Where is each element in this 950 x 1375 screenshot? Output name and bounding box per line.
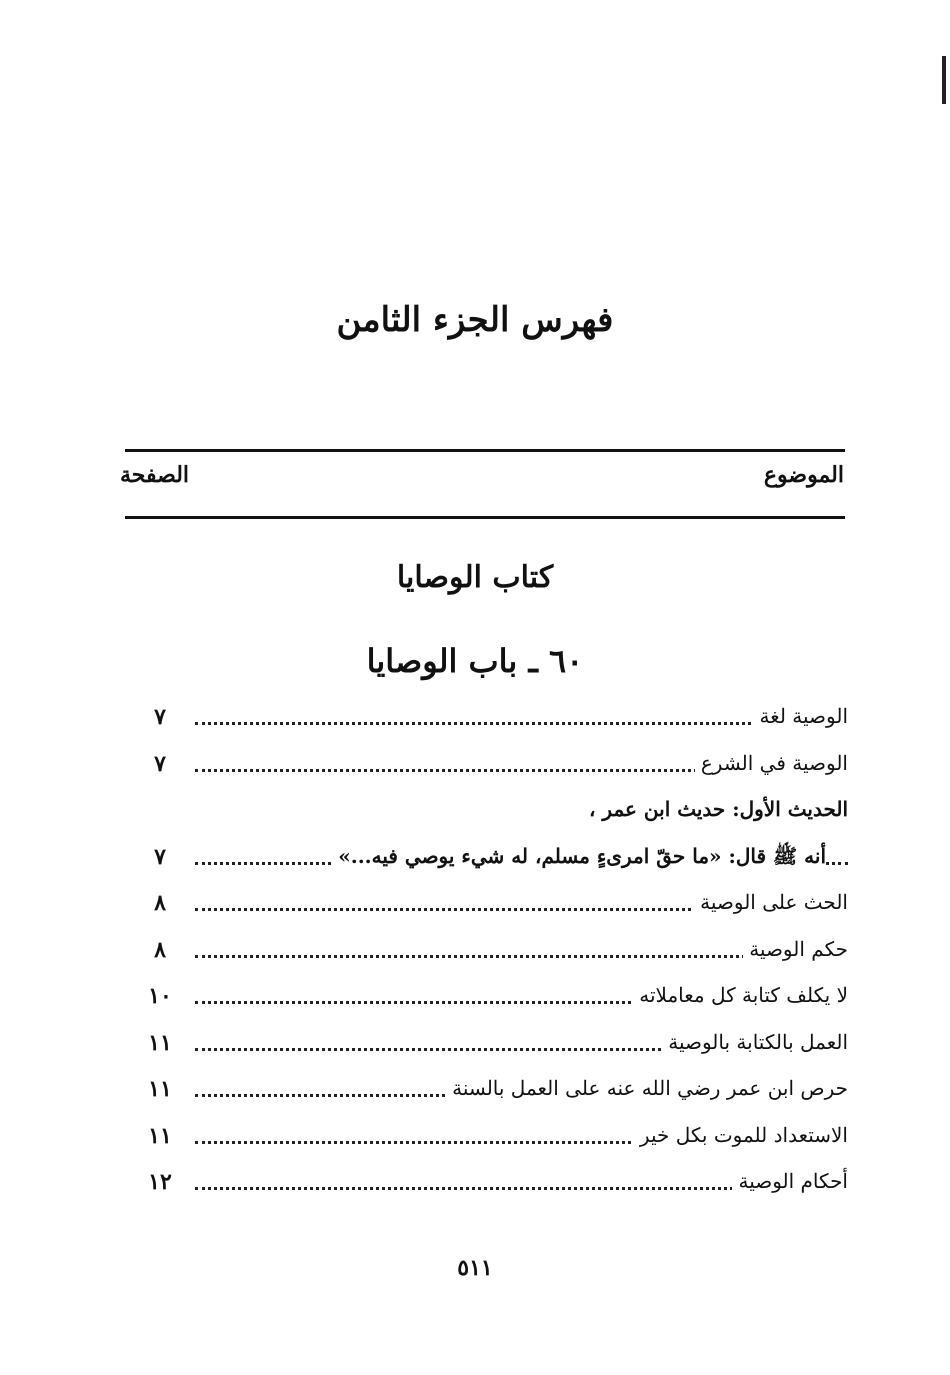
toc-entry-page: ٧ [154,843,166,870]
toc-entry [140,1165,848,1212]
toc-entry [140,793,848,840]
toc-entry [140,1026,848,1073]
toc-entry-page: ٨ [154,936,166,963]
toc-entry-page: ٨ [154,890,166,916]
toc-entry-topic: الوصية لغة [753,704,848,728]
toc-entry [140,840,848,887]
chapter-title: ٦٠ ـ باب الوصايا [366,642,584,680]
toc-entry-topic: الحث على الوصية [694,890,848,914]
table-of-contents [140,700,848,1212]
toc-entry-topic: الحديث الأول: حديث ابن عمر ، [583,797,848,821]
toc-entry [140,886,848,933]
toc-entry-topic: العمل بالكتابة بالوصية [662,1030,848,1054]
toc-entry [140,979,848,1026]
toc-entry-topic: أنه ﷺ قال: «ما حقّ امرىءٍ مسلم، له شيء يوصي فيه...» [332,844,826,873]
column-header-topic: الموضوع [763,462,844,488]
page-number: ٥١١ [457,1255,493,1281]
toc-entry-topic: حكم الوصية [743,937,848,961]
page-title: فهرس الجزء الثامن [336,300,614,340]
scan-edge-mark [942,56,946,104]
toc-entry-page: ١٠ [148,983,172,1009]
toc-entry [140,1072,848,1119]
header-rule-top [125,449,845,452]
header-rule-bottom [125,516,845,519]
toc-entry [140,700,848,747]
toc-entry-page: ١١ [148,1029,172,1056]
book-title: كتاب الوصايا [396,560,554,595]
toc-entry-topic: الاستعداد للموت بكل خير [634,1123,848,1147]
toc-entry [140,933,848,980]
toc-entry-page: ١٢ [148,1169,172,1195]
toc-entry-page: ٧ [154,704,166,730]
dot-leader [195,720,848,725]
toc-entry-topic: الوصية في الشرع [695,751,848,775]
toc-entry-page: ١١ [148,1076,172,1102]
toc-entry-topic: لا يكلف كتابة كل معاملاته [633,983,848,1007]
toc-entry-page: ١١ [148,1122,172,1149]
toc-entry-topic: حرص ابن عمر رضي الله عنه على العمل بالسنة [446,1076,848,1100]
column-header-page: الصفحة [120,462,190,488]
toc-entry [140,1119,848,1166]
toc-entry-page: ٧ [154,750,166,777]
toc-entry-topic: أحكام الوصية [732,1169,848,1193]
toc-entry [140,747,848,794]
